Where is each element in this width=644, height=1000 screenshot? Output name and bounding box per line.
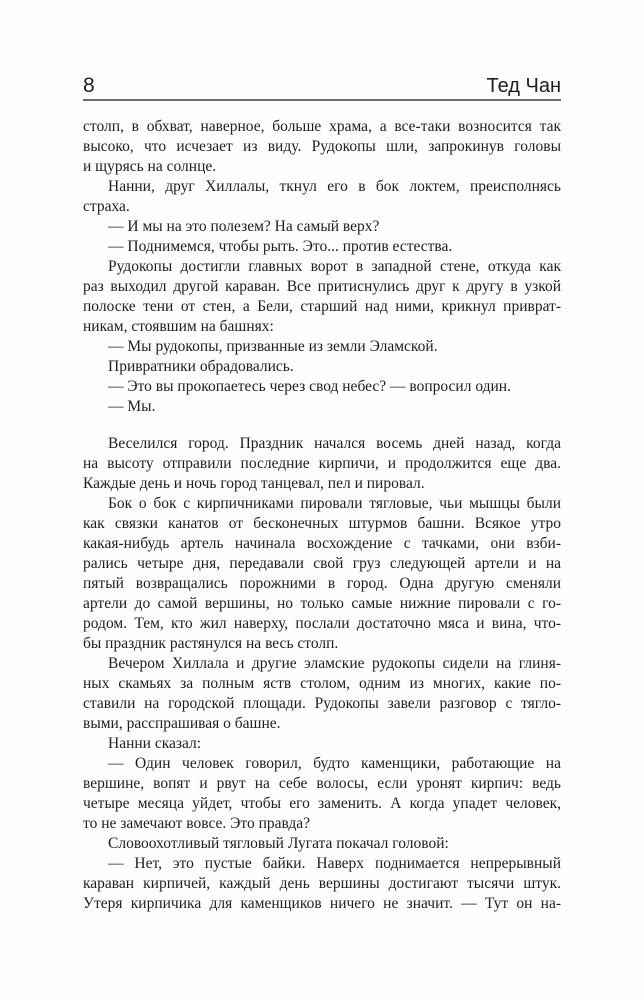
text-line: — Мы. [108,398,156,415]
text-line: Нанни, друг Хиллалы, ткнул его в бок локтем, преисполнясь [108,178,561,195]
paragraph [83,434,561,494]
text-line: Словоохотливый тягловый Лугата покачал головой: [108,835,449,852]
text-line: высоко, что исчезает из виду. Рудокопы шли, запрокинув головы [83,138,561,155]
paragraph [83,357,561,377]
text-line: как связки канатов от бесконечных штурмов башни. Всякое утро [83,515,561,532]
paragraph [83,654,561,734]
paragraph [83,734,561,754]
paragraph [83,177,561,217]
running-title-author: Тед Чан [486,75,561,97]
paragraph [83,754,561,834]
text-line: Рудокопы достигли главных ворот в западной стене, откуда как [108,258,561,275]
paragraph [83,117,561,177]
text-line: Каждые день и ночь город танцевал, пел и пировал. [83,475,425,492]
text-line: Нанни сказал: [108,735,202,752]
text-line: четыре месяца уйдет, чтобы его заменить. А когда упадет человек, [83,795,561,812]
text-line: раз выходил другой караван. Все притиснулись друг к другу в узкой [83,278,561,295]
text-line: — Поднимемся, чтобы рыть. Это... против естества. [108,238,453,255]
text-line: — И мы на это полезем? На самый верх? [108,218,380,235]
text-line: на высоту отправили последние кирпичи, и продолжится еще два. [83,455,561,472]
page-header [83,0,561,99]
text-line: столп, в обхват, наверное, больше храма, а все-таки возносится так [83,118,561,135]
text-line: ставили на городской площади. Рудокопы завели разговор с тягло- [83,695,561,712]
paragraph [83,337,561,357]
text-line: родом. Тем, кто жил наверху, послали достаточно мяса и вина, что- [83,615,561,632]
page-number: 8 [83,74,95,97]
text-line: вершине, вопят и рвут на себе волосы, если уронят кирпич: ведь [83,775,561,792]
paragraph [83,494,561,654]
paragraph [83,217,561,237]
text-line: ных скамьях за полным яств столом, одним из многих, какие по- [83,675,561,692]
text-line: караван кирпичей, каждый день вершины достигают тысячи штук. [83,875,561,892]
text-line: какая-нибудь артель начинала восхождение с тачками, они взби- [83,535,561,552]
text-line: Бок о бок с кирпичниками пировали тягловые, чьи мышцы были [108,495,561,512]
text-line: никам, стоявшим на башнях: [83,318,274,335]
paragraph [83,854,561,914]
text-line: выми, расспрашивая о башне. [83,715,281,732]
text-line: — Это вы прокопаетесь через свод небес? — вопросил один. [108,378,511,395]
text-line: страха. [83,198,130,215]
text-line: Утеря кирпичика для каменщиков ничего не значит. — Тут он на- [83,895,561,912]
text-line: Вечером Хиллала и другие эламские рудокопы сидели на глиня- [108,655,561,672]
text-line: — Нет, это пустые байки. Наверх поднимается непрерывный [108,855,561,872]
header-rule [83,99,561,101]
text-line: — Мы рудокопы, призванные из земли Эламской. [108,338,438,355]
text-line: пятый возвращались порожними в город. Одна другую сменяли [83,575,561,592]
text-line: полоске тени от стен, а Бели, старший над ними, крикнул приврат- [83,298,561,315]
text-line: Веселился город. Праздник начался восемь дней назад, когда [108,435,561,452]
text-line: — Один человек говорил, будто каменщики, работающие на [108,755,561,772]
text-line: и щурясь на солнце. [83,158,217,175]
paragraph [83,237,561,257]
page-body [83,117,561,914]
text-line: бы праздник растянулся на весь столп. [83,635,339,652]
text-line: рались четыре дня, передавали свой груз следующей артели и на [83,555,561,572]
text-line: артели до самой вершины, но только самые нижние пировали с го- [83,595,561,612]
paragraph [83,257,561,337]
text-line: то не замечают вовсе. Это правда? [83,815,311,832]
paragraph [83,377,561,397]
text-line: Привратники обрадовались. [108,358,294,375]
paragraph [83,397,561,417]
paragraph [83,834,561,854]
